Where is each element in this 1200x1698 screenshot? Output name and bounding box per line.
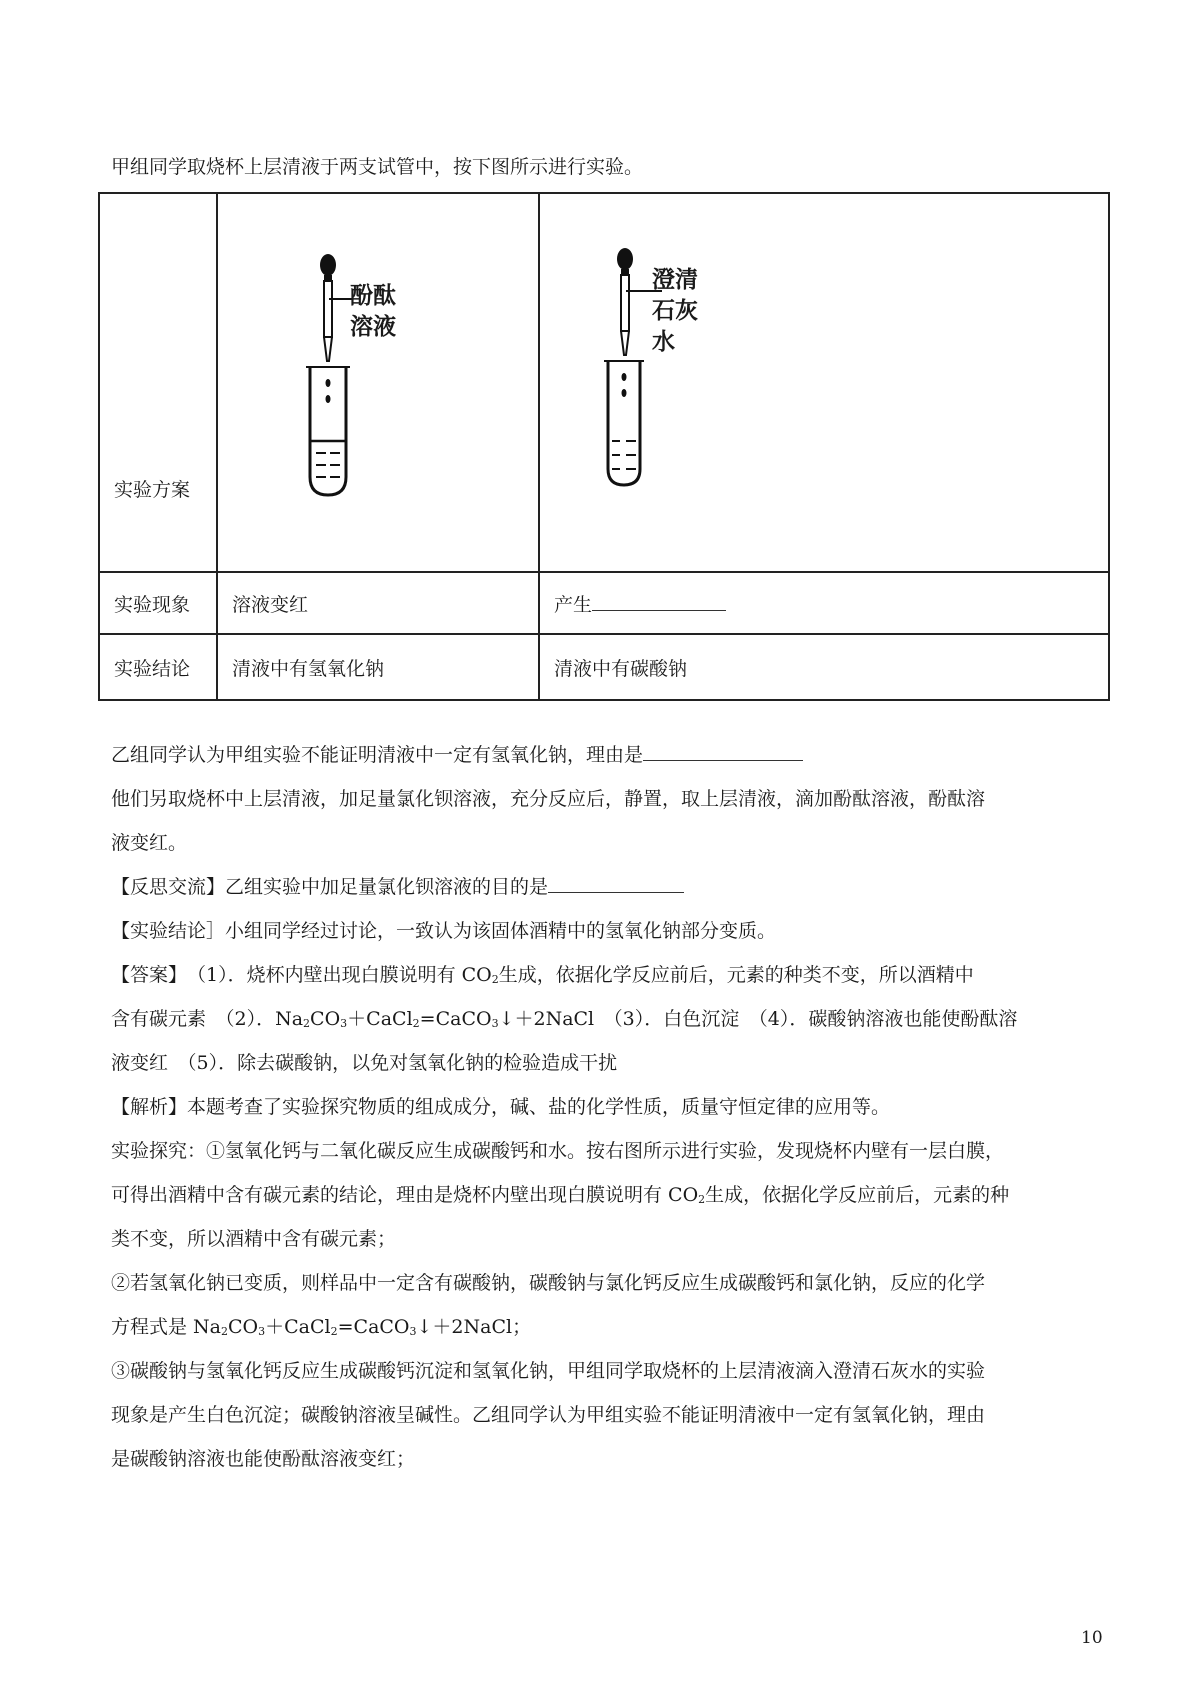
cell-left-conclusion: 清液中有氢氧化钠 bbox=[217, 634, 539, 700]
page-number: 10 bbox=[1081, 1628, 1103, 1648]
answer-blank[interactable] bbox=[592, 592, 726, 611]
dropper-test-tube-icon bbox=[232, 229, 352, 537]
reagent-label-phenolphthalein: 酚酞 溶液 bbox=[350, 282, 396, 340]
answer-blank[interactable] bbox=[643, 742, 803, 761]
cell-left-phenomenon: 溶液变红 bbox=[217, 572, 539, 634]
analysis-line-4: 类不变，所以酒精中含有碳元素； bbox=[111, 1228, 397, 1250]
answer-line-3: 液变红 （5）．除去碳酸钠，以免对氢氧化钠的检验造成干扰 bbox=[111, 1052, 618, 1074]
cell-right-phenomenon: 产生 bbox=[539, 572, 1109, 634]
paragraph-conclusion: 【实验结论］小组同学经过讨论，一致认为该固体酒精中的氢氧化钠部分变质。 bbox=[111, 920, 777, 942]
table-row-scheme bbox=[99, 193, 1109, 572]
analysis-line-2: 实验探究：①氢氧化钙与二氧化碳反应生成碳酸钙和水。按右图所示进行实验，发现烧杯内壁有一层白膜， bbox=[111, 1140, 1005, 1162]
limewater-setup-figure bbox=[554, 229, 1094, 537]
cell-left-apparatus bbox=[217, 193, 539, 572]
answer-blank[interactable] bbox=[548, 874, 684, 893]
analysis-line-3: 可得出酒精中含有碳元素的结论，理由是烧杯内壁出现白膜说明有 $CO_2$生成，依据化学反应前后，元素的种 bbox=[111, 1184, 1010, 1206]
table-row-phenomenon bbox=[99, 572, 1109, 634]
analysis-line-5: ②若氢氧化钠已变质，则样品中一定含有碳酸钠，碳酸钠与氯化钙反应生成碳酸钙和氯化钠，反应的化学 bbox=[111, 1272, 986, 1294]
paragraph-reflection: 【反思交流】乙组实验中加足量氯化钡溶液的目的是 bbox=[111, 865, 1111, 909]
table-row-conclusion bbox=[99, 634, 1109, 700]
analysis-line-7: ③碳酸钠与氢氧化钙反应生成碳酸钙沉淀和氢氧化钠，甲组同学取烧杯的上层清液滴入澄清石灰水的实验 bbox=[111, 1360, 986, 1382]
answer-line-2: 含有碳元素 （2）．$Na_2CO_3+CaCl_2=CaCO_3↓+2NaCl$ （3）．白色沉淀 （4）．碳酸钠溶液也能使酚酞溶 bbox=[111, 1008, 1018, 1030]
paragraph-followup: 他们另取烧杯中上层清液，加足量氯化钡溶液，充分反应后，静置，取上层清液，滴加酚酞溶液，酚酞溶 bbox=[111, 788, 986, 810]
row-label-conclusion: 实验结论 bbox=[99, 634, 217, 700]
body-text bbox=[111, 733, 1111, 1481]
answer-line-1: 【答案】 （1）．烧杯内壁出现白膜说明有 $CO_2$生成，依据化学反应前后，元素的种类不变，所以酒精中 bbox=[111, 964, 974, 986]
phenolphthalein-setup-figure bbox=[232, 229, 524, 537]
reagent-label-limewater: 澄清 石灰 水 bbox=[652, 266, 698, 355]
cell-right-apparatus bbox=[539, 193, 1109, 572]
paragraph-reason: 乙组同学认为甲组实验不能证明清液中一定有氢氧化钠，理由是 bbox=[111, 733, 1111, 777]
row-label-scheme: 实验方案 bbox=[99, 193, 217, 572]
analysis-line-1: 【解析】本题考查了实验探究物质的组成成分，碱、盐的化学性质，质量守恒定律的应用等。 bbox=[111, 1096, 891, 1118]
cell-right-conclusion: 清液中有碳酸钠 bbox=[539, 634, 1109, 700]
intro-text: 甲组同学取烧杯上层清液于两支试管中，按下图所示进行实验。 bbox=[111, 156, 644, 178]
row-label-phenomenon: 实验现象 bbox=[99, 572, 217, 634]
experiment-table bbox=[98, 192, 1110, 701]
paragraph-followup-cont: 液变红。 bbox=[111, 832, 188, 854]
analysis-line-6: 方程式是 $Na_2CO_3+CaCl_2=CaCO_3↓+2NaCl$； bbox=[111, 1316, 532, 1338]
analysis-line-8: 现象是产生白色沉淀；碳酸钠溶液呈碱性。乙组同学认为甲组实验不能证明清液中一定有氢氧化钠，理由 bbox=[111, 1404, 986, 1426]
analysis-line-9: 是碳酸钠溶液也能使酚酞溶液变红； bbox=[111, 1448, 416, 1470]
